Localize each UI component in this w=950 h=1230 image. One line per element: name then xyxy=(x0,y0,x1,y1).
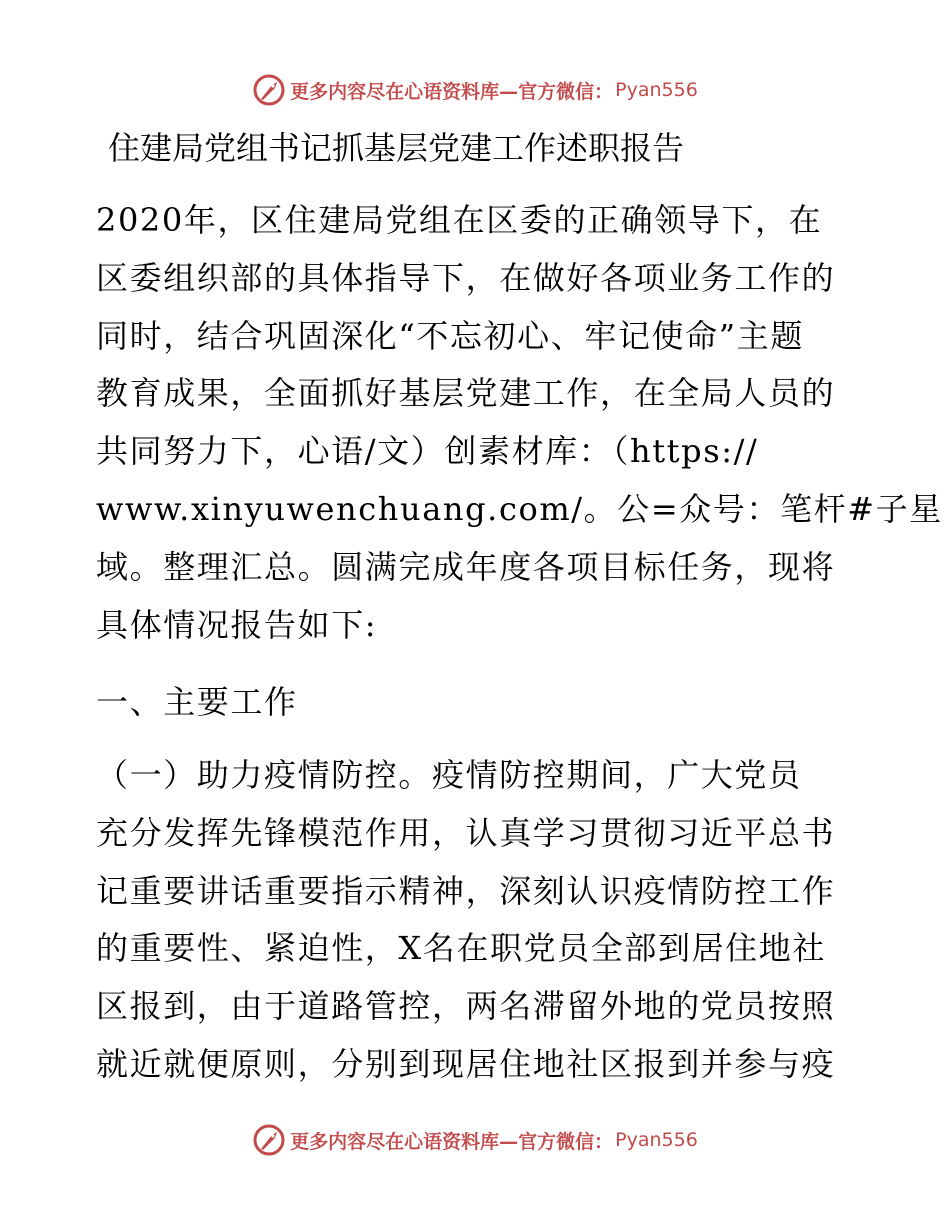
pen-nib-logo-icon xyxy=(252,73,286,107)
section-heading-text: 一、主要工作 xyxy=(96,683,298,721)
banner-account: Pyan556 xyxy=(615,1129,698,1151)
text-line: 就近就便原则，分别到现居住地社区报到并参与疫 xyxy=(96,1044,836,1083)
text-line: 区报到，由于道路管控，两名滞留外地的党员按照 xyxy=(96,987,836,1026)
banner-text: 更多内容尽在心语资料库—官方微信： xyxy=(290,1130,614,1153)
text-line: 域。整理汇总。圆满完成年度各项目标任务，现将 xyxy=(96,547,836,586)
text-line: 2020年，区住建局党组在区委的正确领导下，在 xyxy=(96,201,823,239)
text-line: （一）助力疫情防控。疫情防控期间，广大党员 xyxy=(96,756,802,794)
text-line: 充分发挥先锋模范作用，认真学习贯彻习近平总书 xyxy=(96,813,836,852)
text-line: 具体情况报告如下: xyxy=(96,605,378,644)
text-line: 同时，结合巩固深化“不忘初心、牢记使命”主题 xyxy=(96,316,804,355)
paragraph-intro xyxy=(96,192,943,654)
text-line: 的重要性、紧迫性，X名在职党员全部到居住地社 xyxy=(96,929,826,968)
text-line: 教育成果，全面抓好基层党建工作，在全局人员的 xyxy=(96,374,836,413)
text-line: 共同努力下，心语/文）创素材库：（https:// xyxy=(96,432,759,471)
footer-banner xyxy=(0,1120,950,1160)
banner-account: Pyan556 xyxy=(615,79,698,101)
text-line: 记重要讲话重要指示精神，深刻认识疫情防控工作 xyxy=(96,871,836,910)
paragraph-epidemic xyxy=(96,747,856,1094)
header-banner xyxy=(0,70,950,110)
section-heading xyxy=(96,674,856,732)
text-line: 区委组织部的具体指导下，在做好各项业务工作的 xyxy=(96,258,836,297)
document-title: 住建局党组书记抓基层党建工作述职报告 xyxy=(108,129,685,167)
pen-nib-logo-icon xyxy=(252,1123,286,1157)
banner-text: 更多内容尽在心语资料库—官方微信： xyxy=(290,80,614,103)
text-line: www.xinyuwenchuang.com/。公=众号：笔杆#子星 xyxy=(96,489,943,528)
